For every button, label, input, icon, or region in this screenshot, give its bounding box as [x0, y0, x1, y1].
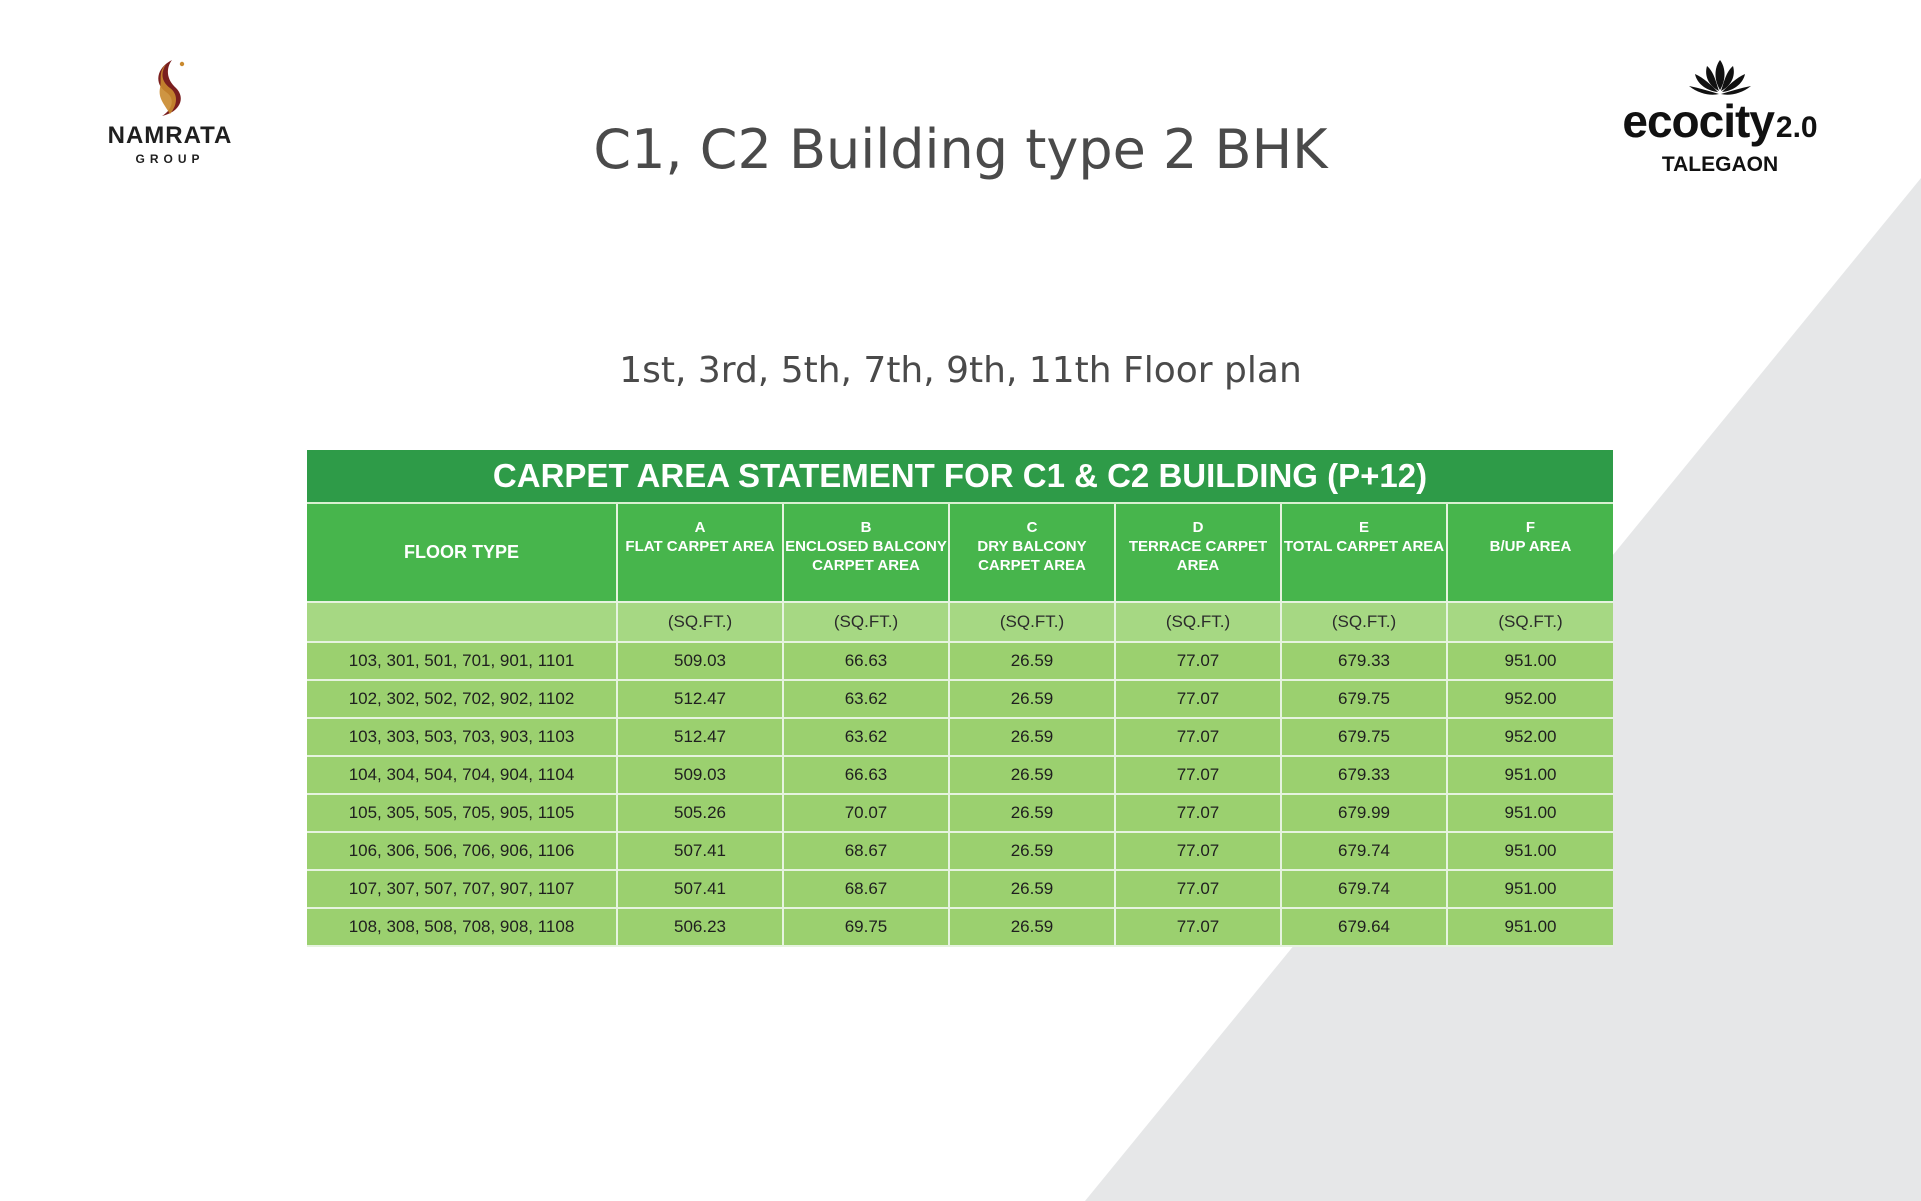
- unit-cell: (SQ.FT.): [949, 602, 1115, 642]
- ecocity-place: TALEGAON: [1661, 153, 1779, 176]
- table-cell: 77.07: [1115, 908, 1281, 946]
- table-cell: 679.99: [1281, 794, 1447, 832]
- column-letter: F: [1525, 519, 1536, 536]
- table-cell: 77.07: [1115, 794, 1281, 832]
- table-cell: 509.03: [617, 756, 783, 794]
- column-label: B/UP AREA: [1489, 538, 1572, 555]
- table-cell: 66.63: [783, 756, 949, 794]
- floor-type-cell: 103, 301, 501, 701, 901, 1101: [307, 642, 617, 680]
- table-cell: 679.33: [1281, 756, 1447, 794]
- column-letter: E: [1358, 519, 1369, 536]
- table-row: [307, 680, 1613, 718]
- table-cell: 507.41: [617, 870, 783, 908]
- table-header-row: [307, 504, 1613, 602]
- table-heading: CARPET AREA STATEMENT FOR C1 & C2 BUILDING (P+12): [307, 450, 1613, 504]
- column-header-total-carpet: [1281, 504, 1447, 602]
- page-subtitle: 1st, 3rd, 5th, 7th, 9th, 11th Floor plan: [619, 350, 1302, 391]
- table-cell: 952.00: [1447, 718, 1613, 756]
- table-row: [307, 832, 1613, 870]
- table-cell: 26.59: [949, 794, 1115, 832]
- floor-type-cell: 103, 303, 503, 703, 903, 1103: [307, 718, 617, 756]
- table-cell: 77.07: [1115, 642, 1281, 680]
- table-cell: 26.59: [949, 718, 1115, 756]
- table-cell: 66.63: [783, 642, 949, 680]
- table-cell: 679.74: [1281, 870, 1447, 908]
- namrata-brand-name: NAMRATA: [107, 122, 233, 149]
- carpet-area-table-block: [307, 450, 1613, 947]
- table-cell: 69.75: [783, 908, 949, 946]
- table-cell: 26.59: [949, 642, 1115, 680]
- table-row: [307, 642, 1613, 680]
- table-cell: 679.75: [1281, 680, 1447, 718]
- column-header-enclosed-balcony: [783, 504, 949, 602]
- unit-cell: (SQ.FT.): [1447, 602, 1613, 642]
- table-row: [307, 870, 1613, 908]
- column-letter: B: [860, 519, 872, 536]
- floor-type-cell: 107, 307, 507, 707, 907, 1107: [307, 870, 617, 908]
- table-cell: 512.47: [617, 718, 783, 756]
- table-cell: 26.59: [949, 870, 1115, 908]
- floor-type-cell: 102, 302, 502, 702, 902, 1102: [307, 680, 617, 718]
- page-title: C1, C2 Building type 2 BHK: [593, 118, 1328, 181]
- column-label: TERRACE CARPET AREA: [1128, 538, 1268, 574]
- carpet-area-table: [307, 504, 1613, 947]
- table-row: [307, 756, 1613, 794]
- column-header-builtup-area: [1447, 504, 1613, 602]
- unit-cell: [307, 602, 617, 642]
- ecocity-version: 2.0: [1775, 111, 1818, 144]
- namrata-brand-sub: GROUP: [135, 152, 205, 166]
- table-cell: 77.07: [1115, 756, 1281, 794]
- table-cell: 77.07: [1115, 680, 1281, 718]
- unit-cell: (SQ.FT.): [783, 602, 949, 642]
- table-cell: 512.47: [617, 680, 783, 718]
- namrata-logo-icon: [142, 58, 198, 118]
- floor-type-cell: 104, 304, 504, 704, 904, 1104: [307, 756, 617, 794]
- unit-cell: (SQ.FT.): [1281, 602, 1447, 642]
- table-cell: 951.00: [1447, 756, 1613, 794]
- table-cell: 951.00: [1447, 870, 1613, 908]
- table-cell: 679.74: [1281, 832, 1447, 870]
- table-row: [307, 794, 1613, 832]
- column-header-floor-type: FLOOR TYPE: [307, 504, 617, 602]
- table-cell: 63.62: [783, 718, 949, 756]
- table-cell: 952.00: [1447, 680, 1613, 718]
- table-cell: 951.00: [1447, 794, 1613, 832]
- column-header-dry-balcony: [949, 504, 1115, 602]
- table-cell: 951.00: [1447, 642, 1613, 680]
- table-cell: 26.59: [949, 756, 1115, 794]
- table-cell: 26.59: [949, 832, 1115, 870]
- table-cell: 507.41: [617, 832, 783, 870]
- table-cell: 679.33: [1281, 642, 1447, 680]
- column-label: TOTAL CARPET AREA: [1283, 538, 1445, 555]
- table-cell: 63.62: [783, 680, 949, 718]
- table-row: [307, 908, 1613, 946]
- table-row: [307, 718, 1613, 756]
- column-letter: D: [1192, 519, 1204, 536]
- column-label: DRY BALCONY CARPET AREA: [977, 538, 1087, 574]
- column-letter: A: [694, 519, 706, 536]
- table-cell: 26.59: [949, 908, 1115, 946]
- column-letter: C: [1026, 519, 1038, 536]
- table-cell: 26.59: [949, 680, 1115, 718]
- table-cell: 679.64: [1281, 908, 1447, 946]
- floor-type-cell: 106, 306, 506, 706, 906, 1106: [307, 832, 617, 870]
- lotus-icon: [1685, 58, 1755, 98]
- table-cell: 70.07: [783, 794, 949, 832]
- floor-type-cell: 105, 305, 505, 705, 905, 1105: [307, 794, 617, 832]
- table-cell: 951.00: [1447, 832, 1613, 870]
- column-header-terrace-carpet: [1115, 504, 1281, 602]
- table-cell: 506.23: [617, 908, 783, 946]
- table-cell: 77.07: [1115, 718, 1281, 756]
- table-cell: 505.26: [617, 794, 783, 832]
- units-row: [307, 602, 1613, 642]
- table-cell: 68.67: [783, 832, 949, 870]
- table-cell: 951.00: [1447, 908, 1613, 946]
- table-cell: 679.75: [1281, 718, 1447, 756]
- column-header-flat-carpet-area: [617, 504, 783, 602]
- column-label: FLAT CARPET AREA: [625, 538, 775, 555]
- table-cell: 509.03: [617, 642, 783, 680]
- column-label: ENCLOSED BALCONY CARPET AREA: [785, 538, 947, 574]
- ecocity-word: ecocity: [1622, 95, 1774, 147]
- unit-cell: (SQ.FT.): [617, 602, 783, 642]
- table-cell: 68.67: [783, 870, 949, 908]
- unit-cell: (SQ.FT.): [1115, 602, 1281, 642]
- table-cell: 77.07: [1115, 832, 1281, 870]
- table-cell: 77.07: [1115, 870, 1281, 908]
- floor-type-cell: 108, 308, 508, 708, 908, 1108: [307, 908, 617, 946]
